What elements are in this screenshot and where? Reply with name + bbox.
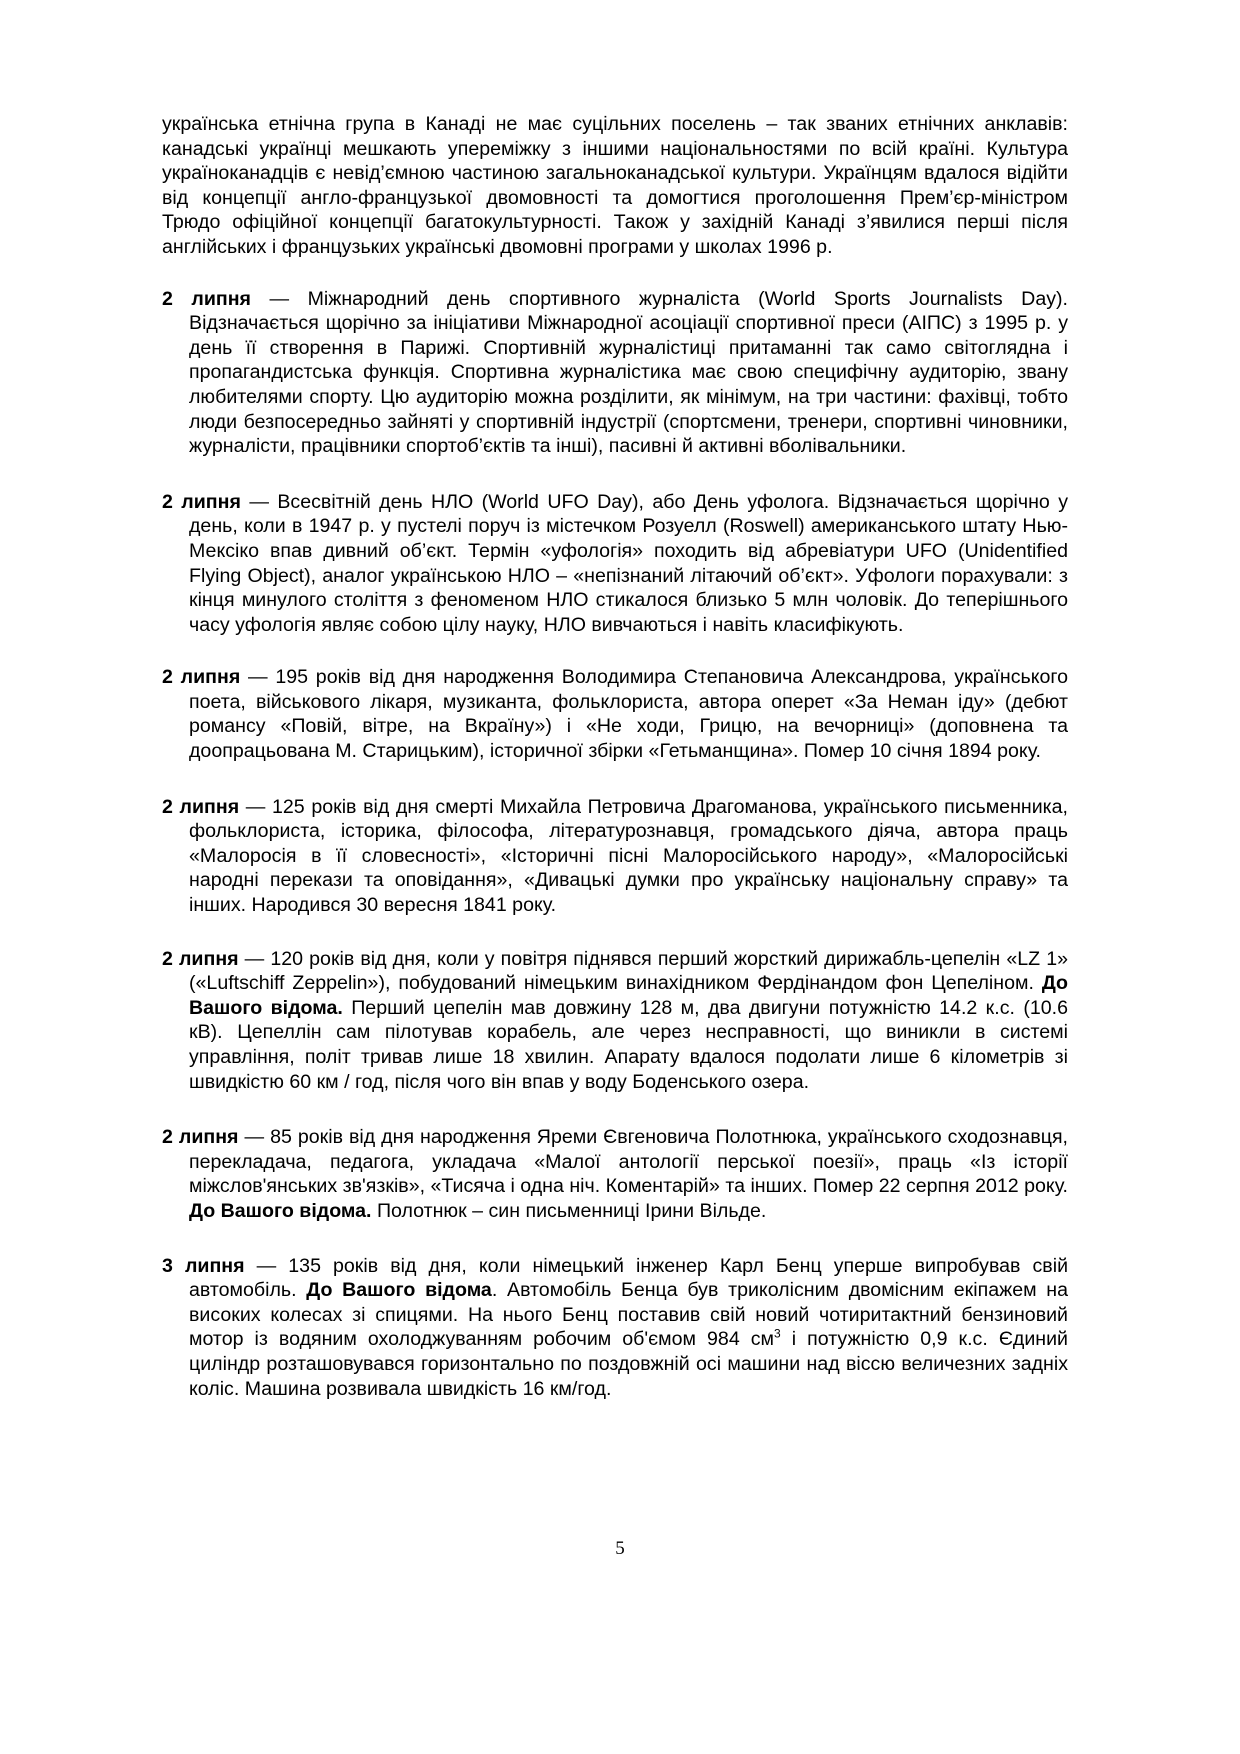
document-page xyxy=(162,112,1068,1401)
entry-date: 2 липня xyxy=(162,666,241,689)
entry-text: — 135 років від дня, коли німецький інженер Карл Бенц уперше випробував свій автомобіль. xyxy=(189,1254,1069,1302)
entry-text: — 195 років від дня народження Володимира Степановича Александрова, українського поета, військового лікаря, музиканта, фольклориста, автора оперет «За Неман іду» (дебют романсу «Повій, вітре, на Вкраїну») і «Не ходи, Грицю, на вечорниці» (доповнена та доопрацьована М. Старицьким), історичної збірки «Гетьманщина». Помер 10 січня 1894 року. xyxy=(189,666,1068,763)
entry-date: 2 липня xyxy=(162,947,239,970)
entry-drahomanov xyxy=(162,795,1068,918)
entry-zeppelin xyxy=(162,947,1068,1095)
entry-polotniuk xyxy=(162,1125,1068,1223)
entry-date: 2 липня xyxy=(162,795,240,818)
entry-date: 2 липня xyxy=(162,287,251,310)
entry-date: 2 липня xyxy=(162,1126,239,1149)
entry-note: До Вашого відома. xyxy=(189,972,1068,1019)
entry-text: . Автомобіль Бенца був триколісним двомісним екіпажем на високих колесах зі спицями. На нього Бенц поставив свій новий чотиритактний бензиновий мотор із водяним охолоджуванням робочим об'ємом 984 см xyxy=(189,1279,1069,1351)
entry-benz xyxy=(162,1254,1068,1402)
entry-text: — 120 років від дня, коли у повітря піднявся перший жорсткий дирижабль-цепелін «LZ 1» («Luftschiff Zeppelin»), побудований німецьким винахідником Фердінандом фон Цепеліном. xyxy=(189,947,1068,995)
entry-text: і потужністю 0,9 к.с. Єдиний циліндр розташовувався горизонтально по поздовжній осі машини над віссю величезних задніх коліс. Машина розвивала швидкість 16 км/год. xyxy=(189,1328,1068,1400)
intro-paragraph: українська етнічна група в Канаді не має суцільних поселень – так званих етнічних анклавів: канадські українці мешкають упереміжку з іншими національностями по всій країні. Культура україноканадців є невід’ємною частиною загальноканадської культури. Українцям вдалося відійти від концепції англо-французької двомовності та домогтися проголошення Прем’єр-міністром Трюдо офіційної концепції багатокультурності. Також у західній Канаді з’явилися перші після англійських і французьких українські двомовні програми у школах 1996 р. xyxy=(162,113,1068,258)
superscript: 3 xyxy=(774,1326,781,1341)
entry-note: До Вашого відома. xyxy=(189,1199,372,1222)
page-number: 5 xyxy=(615,1538,625,1559)
entry-text: Полотнюк – син письменниці Ірини Вільде. xyxy=(371,1199,767,1222)
entry-date: 2 липня xyxy=(162,490,241,513)
entry-text: Перший цепелін мав довжину 128 м, два двигуни потужністю 14.2 к.с. (10.6 кВ). Цепеллін сам пілотував корабель, але через несправності, що виникли в системі управління, політ тривав лише 18 хвилин. Апарату вдалося подолати лише 6 кілометрів зі швидкістю 60 км / год, після чого він впав у воду Боденського озера. xyxy=(189,996,1068,1093)
entry-text: — 125 років від дня смерті Михайла Петровича Драгоманова, українського письменника, фольклориста, історика, філософа, літературознавця, громадського діяча, автора праць «Малоросія в її словесності», «Історичні пісні Малоросійського народу», «Малоросійські народні перекази та оповідання», «Дивацькі думки про українську національну справу» та інших. Народився 30 вересня 1841 року. xyxy=(189,795,1069,917)
entry-note: До Вашого відома xyxy=(306,1279,492,1302)
entry-date: 3 липня xyxy=(162,1254,245,1277)
entry-ufo-day xyxy=(162,490,1068,638)
entry-sports-journalists-day xyxy=(162,287,1068,459)
entry-aleksandrov xyxy=(162,665,1068,763)
entry-text: — 85 років від дня народження Яреми Євгеновича Полотнюка, українського сходознавця, перекладача, педагога, укладача «Малої антології перської поезії», праць «Із історії міжслов'янських зв'язків», «Тисяча і одна ніч. Коментарій» та інших. Помер 22 серпня 2012 року. xyxy=(189,1126,1069,1198)
entry-text: — Міжнародний день спортивного журналіста (World Sports Journalists Day). Відзначається щорічно за ініціативи Міжнародної асоціації спортивної преси (АІПС) з 1995 р. у день її створення в Парижі. Спортивній журналістиці притаманні так само світоглядна і пропагандистська функція. Спортивна журналістика має свою специфічну аудиторію, звану любителями спорту. Цю аудиторію можна розділити, як мінімум, на три частини: фахівці, тобто люди безпосередньо зайняті у спортивній індустрії (спортсмени, тренери, спортивні чиновники, журналісти, працівники спортоб’єктів та інші), пасивні й активні вболівальники. xyxy=(189,287,1068,458)
entry-text: — Всесвітній день НЛО (World UFO Day), або День уфолога. Відзначається щорічно у день, коли в 1947 р. у пустелі поруч із містечком Розуелл (Roswell) американського штату Нью-Мексіко впав дивний об’єкт. Термін «уфологія» походить від абревіатури UFO (Unidentified Flying Object), аналог українською НЛО – «непізнаний літаючий об’єкт». Уфологи порахували: з кінця минулого століття з феноменом НЛО стикалося близько 5 млн чоловік. До теперішнього часу уфологія являє собою цілу науку, НЛО вивчаються і навіть класифікують. xyxy=(189,490,1069,636)
